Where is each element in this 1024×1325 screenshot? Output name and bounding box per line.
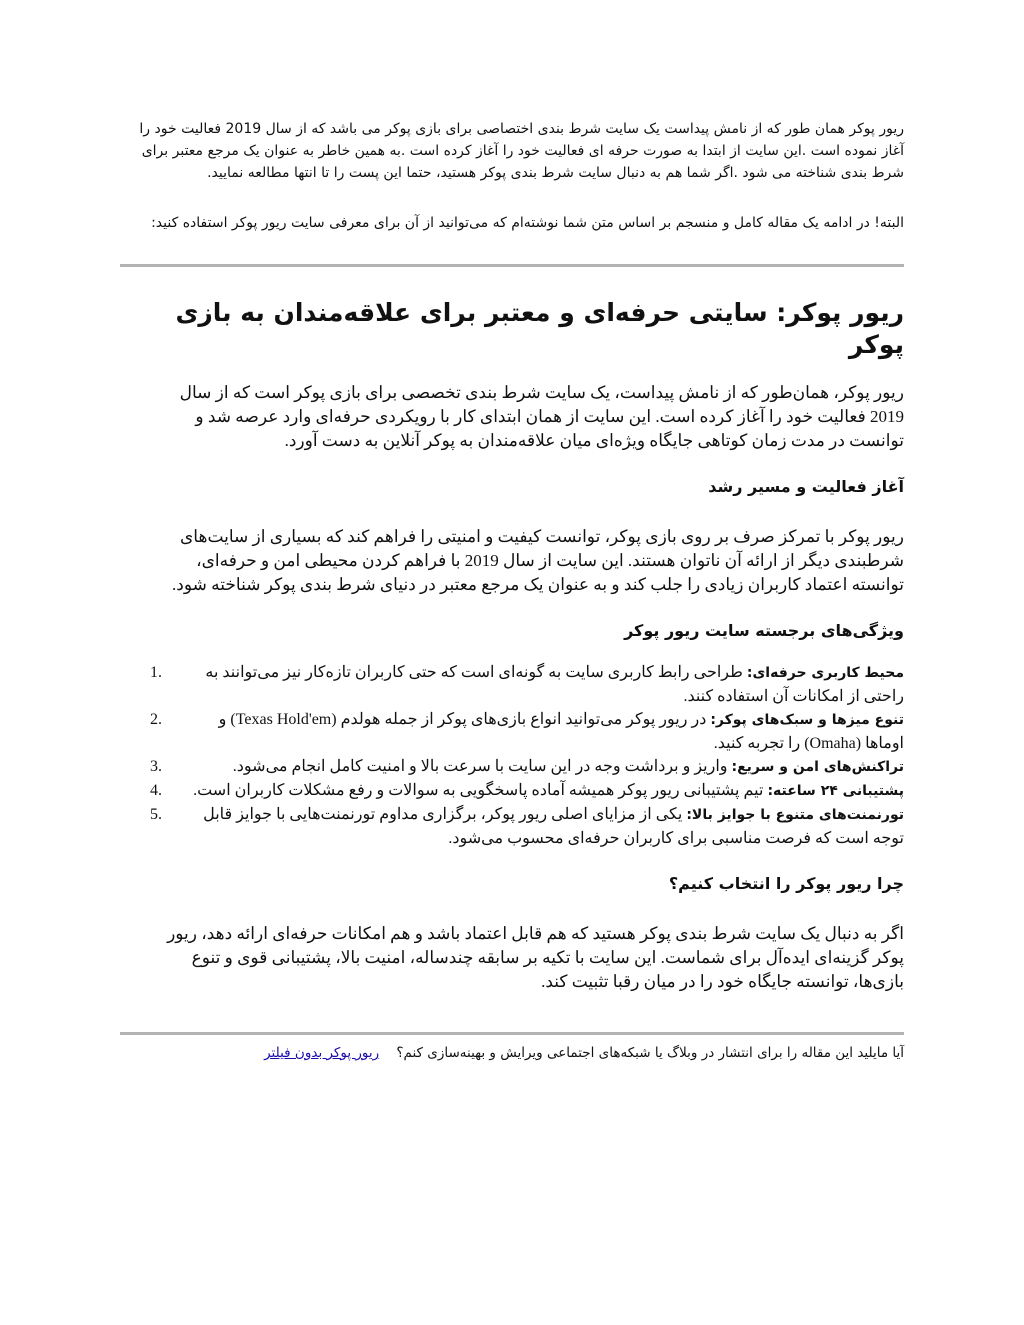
footer-note: [120, 1043, 904, 1063]
list-item-label: تنوع میزها و سبک‌های پوکر:: [710, 712, 904, 728]
intro-paragraph: ریور پوکر همان طور که از نامش پیداست یک سایت شرط بندی اختصاصی برای بازی پوکر می باشد که از سال 2019 فعالیت خود را آغاز نموده است .این سایت از ابتدا به صورت حرفه ای فعالیت خود را آغاز کرده است .به همین خاطر به عنوان یک مرجع معتبر برای شرط بندی شناخته می شود .اگر شما هم به دنبال سایت شرط بندی پوکر هستید، حتما این پست را تا انتها مطالعه نمایید.: [139, 121, 904, 181]
section-heading-features: ویژگی‌های برجسته سایت ریور پوکر: [624, 621, 904, 640]
section-heading-growth: آغاز فعالیت و مسیر رشد: [708, 477, 904, 496]
list-item-label: پشتیبانی ۲۴ ساعته:: [767, 783, 904, 799]
list-number: 2.: [150, 711, 162, 728]
list-number: 4.: [150, 782, 162, 799]
list-number: 3.: [150, 758, 162, 775]
list-item-label: محیط کاربری حرفه‌ای:: [746, 665, 904, 681]
list-item-text: یکی از مزایای اصلی ریور پوکر، برگزاری مداوم تورنمنت‌هایی با جوایز قابل توجه است که فرصت مناسبی برای کاربران حرفه‌ای محسوب می‌شود.: [203, 806, 904, 847]
list-number: 1.: [150, 664, 162, 681]
list-number: 5.: [150, 806, 162, 823]
list-item: [120, 779, 904, 803]
intro-note: البته! در ادامه یک مقاله کامل و منسجم بر اساس متن شما نوشته‌ام که می‌توانید از آن برای معرفی سایت ریور پوکر استفاده کنید:: [151, 215, 904, 231]
list-item: [120, 755, 904, 779]
list-item-text: طراحی رابط کاربری سایت به گونه‌ای است که حتی کاربران تازه‌کار نیز می‌توانند به راحتی از امکانات آن استفاده کنند.: [205, 664, 904, 705]
section-heading-why: چرا ریور پوکر را انتخاب کنیم؟: [668, 874, 904, 893]
article-intro: ریور پوکر، همان‌طور که از نامش پیداست، یک سایت شرط بندی تخصصی برای بازی پوکر است که از سال 2019 فعالیت خود را آغاز کرده است. این سایت از همان ابتدای کار با رویکردی حرفه‌ای وارد عرصه شد و توانست در مدت زمان کوتاهی جایگاه ویژه‌ای میان علاقه‌مندان به پوکر آنلاین به دست آورد.: [179, 383, 904, 450]
list-item-text: تیم پشتیبانی ریور پوکر همیشه آماده پاسخگویی به سوالات و رفع مشکلات کاربران است.: [193, 782, 768, 799]
list-item: [120, 661, 904, 708]
divider-top: [120, 264, 904, 267]
list-item: [120, 708, 904, 755]
list-item-label: تراکنش‌های امن و سریع:: [731, 759, 904, 775]
divider-bottom: [120, 1032, 904, 1035]
section-text-growth: ریور پوکر با تمرکز صرف بر روی بازی پوکر، توانست کیفیت و امنیتی را فراهم کند که بسیاری از سایت‌های شرطبندی دیگر از ارائه آن ناتوان هستند. این سایت از سال 2019 با فراهم کردن محیطی امن و حرفه‌ای، توانسته اعتماد کاربران زیادی را جلب کند و به عنوان یک مرجع معتبر در دنیای شرط بندی پوکر شناخته شود.: [172, 527, 904, 594]
article-title: ریور پوکر: سایتی حرفه‌ای و معتبر برای علاقه‌مندان به بازی پوکر: [175, 298, 904, 359]
list-item: [120, 803, 904, 850]
list-item-text: واریز و برداشت وجه در این سایت با سرعت بالا و امنیت کامل انجام می‌شود.: [232, 758, 732, 775]
section-text-why: اگر به دنبال یک سایت شرط بندی پوکر هستید که هم قابل اعتماد باشد و هم امکانات حرفه‌ای ارائه دهد، ریور پوکر گزینه‌ای ایده‌آل برای شماست. این سایت با تکیه بر سابقه چندساله، امنیت بالا، پشتیبانی قوی و تنوع بازی‌ها، توانسته جایگاه خود را در میان رقبا تثبیت کند.: [167, 924, 904, 991]
list-item-text: در ریور پوکر می‌توانید انواع بازی‌های پوکر از جمله هولدم (Texas Hold'em) و اوماها (Omaha) را تجربه کنید.: [218, 711, 904, 752]
footer-question: آیا مایلید این مقاله را برای انتشار در وبلاگ یا شبکه‌های اجتماعی ویرایش و بهینه‌سازی کنم؟: [396, 1045, 904, 1061]
footer-link[interactable]: ریور پوکر بدون فیلتر: [264, 1045, 380, 1061]
list-item-label: تورنمنت‌های متنوع با جوایز بالا:: [686, 807, 904, 823]
features-list: [120, 661, 904, 850]
document-page: [120, 118, 904, 1063]
